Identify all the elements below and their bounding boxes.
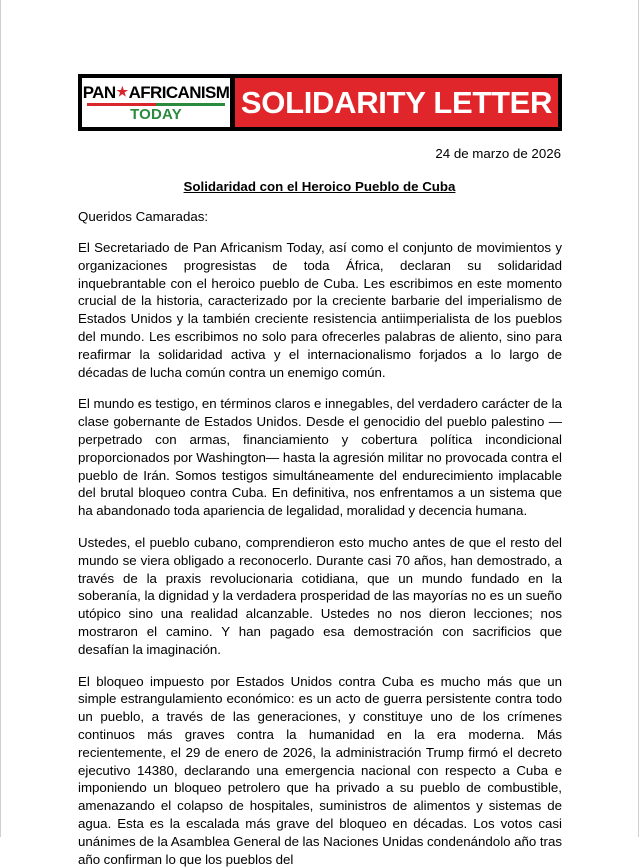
body-paragraph-1: El Secretariado de Pan Africanism Today, así como el conjunto de movimientos y organizaciones progresistas de toda África, declaran su solidaridad inquebrantable con el heroico pueblo de Cuba. Les escribimos en este momento crucial de la historia, caracterizado por la creciente barbarie del imperialismo de Estados Unidos y la también creciente resistencia antiimperialista de los pueblos del mundo. Les escribimos no solo para ofrecerles palabras de aliento, sino para reafirmar la solidaridad activa y el internacionalismo forjados a lo largo de décadas de lucha común contra un enemigo común. — [78, 240, 562, 380]
page-edge-left — [0, 0, 1, 837]
banner-title: SOLIDARITY LETTER — [240, 84, 553, 120]
letter-title: Solidaridad con el Heroico Pueblo de Cuba — [183, 179, 456, 194]
letter-date: 24 de marzo de 2026 — [435, 146, 561, 161]
logo-word-pan: PAN — [82, 83, 116, 102]
body-paragraph-4: El bloqueo impuesto por Estados Unidos contra Cuba es mucho más que un simple estrangulamiento económico: es un acto de guerra persistente contra todo un pueblo, a través de las generaciones, y constituye uno de los crímenes continuos más graves contra la humanidad en la era moderna. Más recientemente, el 29 de enero de 2026, la administración Trump firmó el decreto ejecutivo 14380, declarando una emergencia nacional con respecto a Cuba e imponiendo un bloqueo petrolero que ha privado a su pueblo de combustible, amenazando el colapso de hospitales, suministros de alimentos y sistemas de agua. Esta es la escalada más grave del bloqueo en décadas. Los votos casi unánimes de la Asamblea General de las Naciones Unidas condenándolo año tras año confirman lo que los pueblos del — [78, 673, 562, 867]
pan-africanism-today-logo — [82, 78, 230, 127]
logo-wordmark — [83, 83, 230, 102]
body-paragraph-3: Ustedes, el pueblo cubano, comprendieron esto mucho antes de que el resto del mundo se viera obligado a reconocerlo. Durante casi 70 años, han demostrado, a través de la praxis revolucionaria cotidiana, que un mundo fundado en la soberanía, la dignidad y la verdadera prosperidad de las mayorías no es un sueño utópico sino una realidad alcanzable. Ustedes no nos dieron lecciones; nos mostraron el camino. Y han pagado esa demostración con sacrificios que desafían la imaginación. — [78, 534, 562, 657]
letter-body — [78, 239, 562, 868]
letter-greeting: Queridos Camaradas: — [78, 209, 209, 224]
star-icon: ★ — [116, 84, 128, 99]
banner-title-box — [235, 78, 558, 127]
body-paragraph-2: El mundo es testigo, en términos claros e innegables, del verdadero carácter de la clase gobernante de Estados Unidos. Desde el genocidio del pueblo palestino —perpetrado con armas, financiamiento y cobertura política incondicional proporcionados por Washington— hasta la agresión militar no provocada contra el pueblo de Irán. Somos testigos simultáneamente del endurecimiento implacable del brutal bloqueo contra Cuba. En definitiva, nos enfrentamos a un sistema que ha abandonado toda apariencia de legalidad, moralidad y decencia humana. — [78, 396, 562, 519]
letter-banner — [78, 74, 562, 131]
logo-word-today: TODAY — [130, 106, 182, 123]
logo-word-africanism: AFRICANISM — [128, 83, 230, 102]
